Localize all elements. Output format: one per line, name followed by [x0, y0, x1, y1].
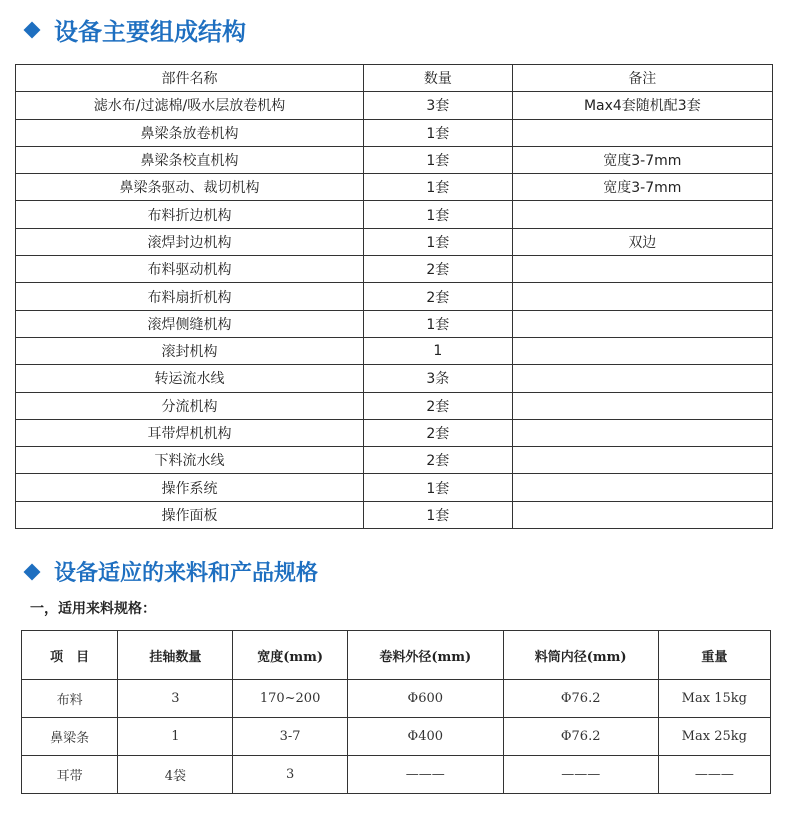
part-name-cell: 鼻梁条驱动、裁切机构 — [16, 174, 364, 201]
header-part-name: 部件名称 — [16, 65, 364, 92]
table-row — [16, 447, 773, 474]
diamond-bullet-icon — [24, 563, 41, 580]
part-name-cell: 鼻梁条放卷机构 — [16, 119, 364, 146]
weight-cell: Max 25kg — [658, 718, 770, 756]
part-name-cell: 滚焊侧缝机构 — [16, 310, 364, 337]
outer-diameter-cell: Φ600 — [347, 680, 503, 718]
inner-diameter-cell: Φ76.2 — [503, 680, 658, 718]
part-name-cell: 滚封机构 — [16, 337, 364, 364]
header-outer-diameter: 卷料外径(mm) — [347, 631, 503, 680]
width-cell: 170~200 — [233, 680, 347, 718]
width-cell: 3 — [233, 756, 347, 794]
part-name-cell: 布料折边机构 — [16, 201, 364, 228]
table-row — [22, 756, 771, 794]
table-row — [16, 392, 773, 419]
weight-cell: Max 15kg — [658, 680, 770, 718]
inner-diameter-cell: ——— — [503, 756, 658, 794]
remarks-cell — [512, 365, 772, 392]
part-name-cell: 滤水布/过滤棉/吸水层放卷机构 — [16, 92, 364, 119]
inner-diameter-cell: Φ76.2 — [503, 718, 658, 756]
quantity-cell: 1 — [364, 337, 513, 364]
part-name-cell: 下料流水线 — [16, 447, 364, 474]
table-header-row — [16, 65, 773, 92]
header-width: 宽度(mm) — [233, 631, 347, 680]
remarks-cell — [512, 201, 772, 228]
table-row — [16, 174, 773, 201]
part-name-cell: 布料扇折机构 — [16, 283, 364, 310]
part-name-cell: 操作系统 — [16, 474, 364, 501]
weight-cell: ——— — [658, 756, 770, 794]
quantity-cell: 1套 — [364, 474, 513, 501]
table-row — [16, 228, 773, 255]
quantity-cell: 1套 — [364, 501, 513, 528]
remarks-cell — [512, 337, 772, 364]
outer-diameter-cell: Φ400 — [347, 718, 503, 756]
remarks-cell: 宽度3-7mm — [512, 174, 772, 201]
remarks-cell — [512, 119, 772, 146]
table-row — [16, 501, 773, 528]
part-name-cell: 滚焊封边机构 — [16, 228, 364, 255]
quantity-cell: 1套 — [364, 310, 513, 337]
table-row — [22, 680, 771, 718]
header-quantity: 数量 — [364, 65, 513, 92]
quantity-cell: 1套 — [364, 201, 513, 228]
table-row — [16, 201, 773, 228]
quantity-cell: 2套 — [364, 392, 513, 419]
table-row — [16, 419, 773, 446]
quantity-cell: 2套 — [364, 283, 513, 310]
item-cell: 鼻梁条 — [22, 718, 118, 756]
quantity-cell: 1套 — [364, 228, 513, 255]
table-row — [16, 283, 773, 310]
remarks-cell — [512, 310, 772, 337]
table-row — [16, 310, 773, 337]
table-row — [16, 337, 773, 364]
quantity-cell: 1套 — [364, 119, 513, 146]
material-spec-subtitle: 一，适用来料规格： — [30, 601, 156, 617]
header-shaft-count: 挂轴数量 — [118, 631, 233, 680]
table-row — [16, 146, 773, 173]
table-row — [22, 718, 771, 756]
section-heading-specs — [22, 556, 318, 587]
part-name-cell: 操作面板 — [16, 501, 364, 528]
part-name-cell: 分流机构 — [16, 392, 364, 419]
header-inner-diameter: 料筒内径(mm) — [503, 631, 658, 680]
table-row — [16, 474, 773, 501]
shaft-count-cell: 3 — [118, 680, 233, 718]
outer-diameter-cell: ——— — [347, 756, 503, 794]
shaft-count-cell: 4袋 — [118, 756, 233, 794]
header-remarks: 备注 — [512, 65, 772, 92]
remarks-cell — [512, 474, 772, 501]
remarks-cell: 双边 — [512, 228, 772, 255]
table-row — [16, 92, 773, 119]
remarks-cell — [512, 419, 772, 446]
item-cell: 耳带 — [22, 756, 118, 794]
quantity-cell: 2套 — [364, 256, 513, 283]
header-weight: 重量 — [658, 631, 770, 680]
remarks-cell — [512, 447, 772, 474]
part-name-cell: 转运流水线 — [16, 365, 364, 392]
section-title: 设备主要组成结构 — [54, 18, 246, 46]
material-spec-table — [21, 630, 771, 794]
part-name-cell: 耳带焊机机构 — [16, 419, 364, 446]
remarks-cell — [512, 256, 772, 283]
quantity-cell: 3套 — [364, 92, 513, 119]
table-row — [16, 365, 773, 392]
diamond-bullet-icon — [24, 21, 41, 38]
part-name-cell: 鼻梁条校直机构 — [16, 146, 364, 173]
section-title: 设备适应的来料和产品规格 — [54, 561, 319, 586]
width-cell: 3-7 — [233, 718, 347, 756]
section-heading-components — [22, 12, 246, 47]
table-row — [16, 119, 773, 146]
remarks-cell — [512, 501, 772, 528]
part-name-cell: 布料驱动机构 — [16, 256, 364, 283]
shaft-count-cell: 1 — [118, 718, 233, 756]
quantity-cell: 3条 — [364, 365, 513, 392]
remarks-cell: Max4套随机配3套 — [512, 92, 772, 119]
item-cell: 布料 — [22, 680, 118, 718]
remarks-cell: 宽度3-7mm — [512, 146, 772, 173]
quantity-cell: 2套 — [364, 419, 513, 446]
remarks-cell — [512, 283, 772, 310]
quantity-cell: 2套 — [364, 447, 513, 474]
remarks-cell — [512, 392, 772, 419]
components-table — [15, 64, 773, 529]
header-item: 项 目 — [22, 631, 118, 680]
quantity-cell: 1套 — [364, 146, 513, 173]
quantity-cell: 1套 — [364, 174, 513, 201]
table-row — [16, 256, 773, 283]
table-header-row — [22, 631, 771, 680]
